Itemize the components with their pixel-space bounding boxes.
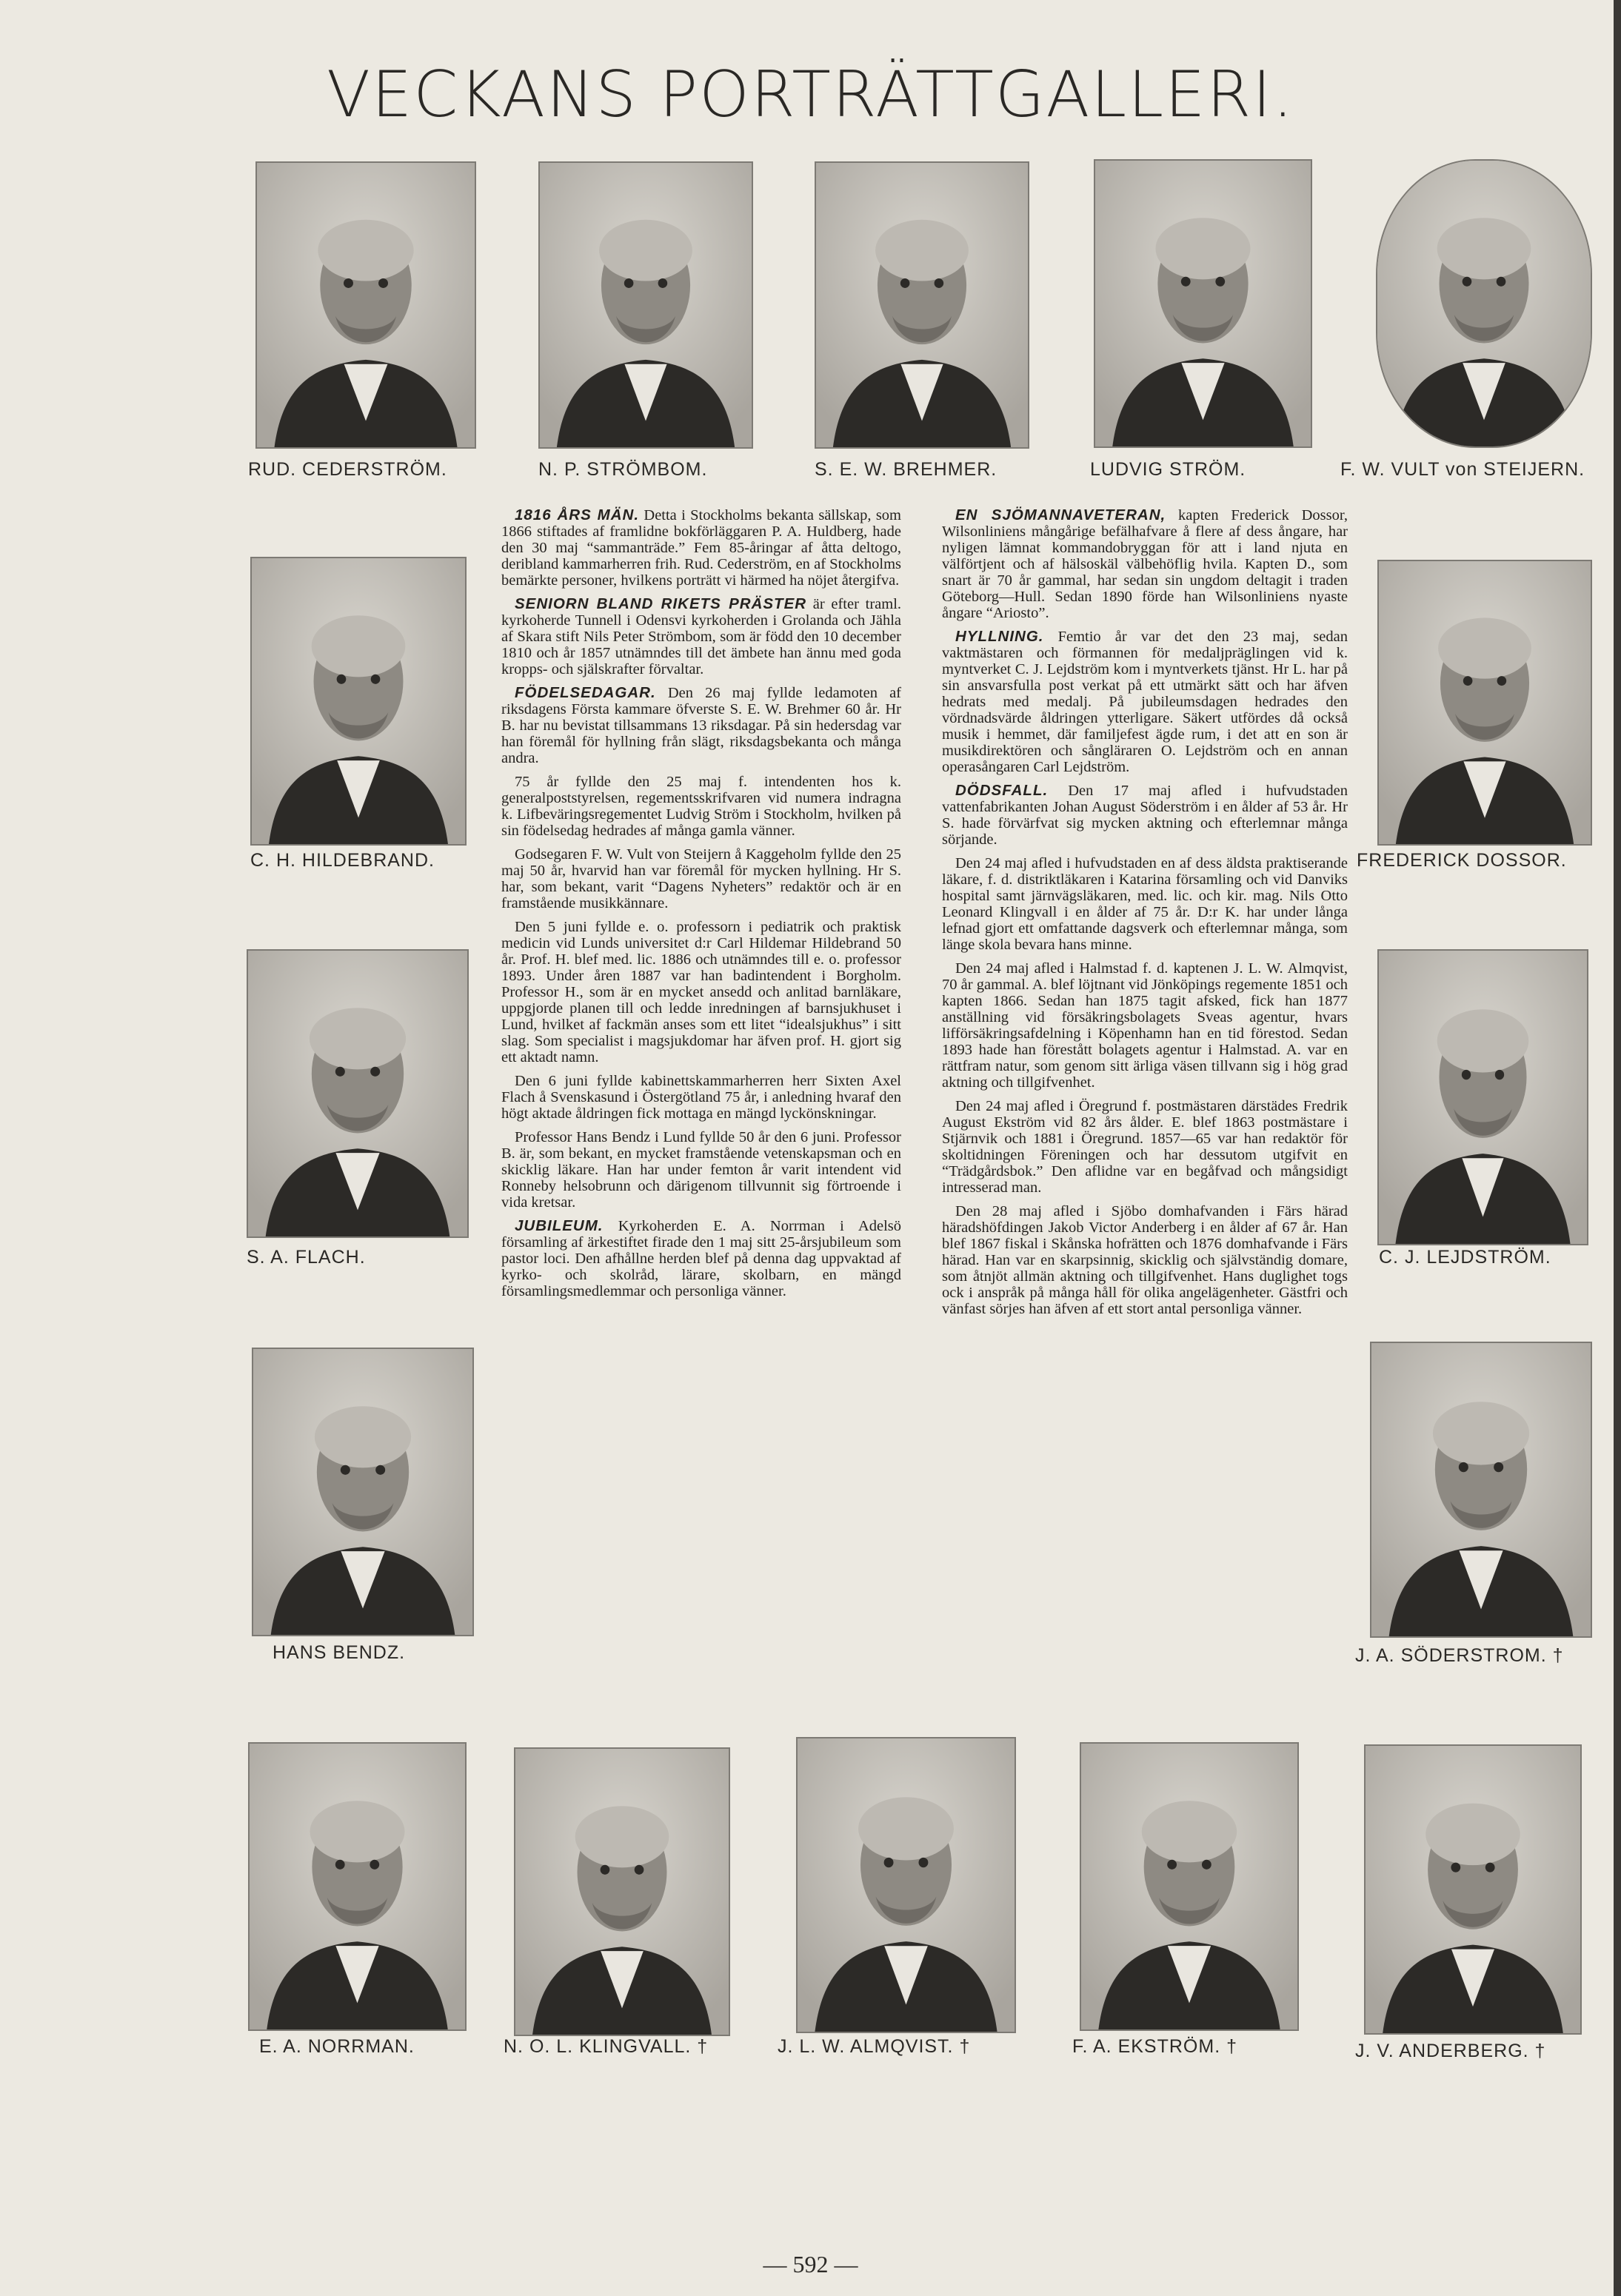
paragraph-heading: JUBILEUM. [515, 1217, 604, 1234]
portrait-f-w-vult-von-steijern [1376, 159, 1592, 448]
portrait-photo-icon [252, 558, 465, 844]
caption-rud-cederström: RUD. CEDERSTRÖM. [248, 459, 447, 480]
paragraph-text: 75 år fyllde den 25 maj f. intendenten hos k. generalpoststyrelsen, regementsskrifvaren vid numera indragna k. Lifbeväringsregementet Ludvig Ström i Stockholm, hvilken på sin födelsedag hedrades af många gamla vänner. [501, 774, 901, 839]
portrait-n-o-l-klingvall [514, 1747, 730, 2036]
paragraph-heading: EN SJÖMANNAVETERAN, [955, 506, 1166, 523]
paragraph-text: Den 24 maj afled i hufvudstaden en af dess äldsta praktiserande läkare, f. d. distriktläkaren i Katarina församling och vid Danviks hospital samt järnvägsläkaren, med. lic. och kir. mag. Nils Otto Leonard Klingvall i en ålder af 75 år. D:r K. har under långa lefnad gjort ett omfattande dagsverk och efterlemnar många, som länge skola bevara hans minne. [942, 855, 1348, 953]
caption-s-a-flach: S. A. FLACH. [247, 1247, 366, 1268]
paragraph-heading: DÖDSFALL. [955, 782, 1049, 799]
caption-hans-bendz: HANS BENDZ. [273, 1642, 406, 1663]
portrait-photo-icon [1379, 561, 1591, 844]
paragraph-text: Femtio år var det den 23 maj, sedan vaktmästaren och förmannen för medaljpräglingen vid k. myntverket C. J. Lejdström kom i myntverkets tjänst. Hr L. har på sin ansvarsfulla post verkat på ett utmärkt sätt och har äfven hedrats med medalj. På jubileumsdagen hedrades den vördnadsvärde åldringen ytterligare. Säkert utfördes då också musik i hemmet, där familjefest ägde rum, i det att en son är musikdirektören och sångläraren O. Lejdström och en annan operasångaren Carl Lejdström. [942, 629, 1348, 775]
paragraph [942, 783, 1348, 848]
caption-j-l-w-almqvist: J. L. W. ALMQVIST. † [778, 2036, 971, 2057]
caption-c-h-hildebrand: C. H. HILDEBRAND. [250, 850, 435, 871]
portrait-c-h-hildebrand [250, 557, 467, 846]
caption-n-o-l-klingvall: N. O. L. KLINGVALL. † [504, 2036, 709, 2057]
paragraph-text: är efter traml. kyrkoherde Tunnell i Odensvi kyrkoherden i Grolanda och Jähla af Skara stift Nils Peter Strömbom, som är född den 10 december 1810 och år 1857 utnämndes till det ämbete han ännu med goda kropps- och själskrafter förvaltar. [501, 596, 902, 677]
paragraph [942, 960, 1348, 1091]
paragraph-text: Den 6 juni fyllde kabinettskammarherren herr Sixten Axel Flach å Svenskasund i Östergötland 75 år, i anledning hvaraf den högt aktade åldringen fick mottaga en mängd lyckönskningar. [501, 1073, 901, 1122]
paragraph [501, 1073, 901, 1122]
paragraph-text: Den 26 maj fyllde ledamoten af riksdagens Första kammare öfverste S. E. W. Brehmer 60 år. Hr B. har nu bevistat tillsammans 13 riksdagar. På sin hedersdag var han föremål för hyllning från slägt, riksdagsbekanta och många andra. [501, 685, 901, 766]
paragraph-text: Den 28 maj afled i Sjöbo domhafvanden i Färs härad häradshöfdingen Jakob Victor Anderberg i en ålder af 67 år. Han blef 1867 fiskal i Skånska hofrätten och 1876 domhafvande i Färs härad. Han var en skarpsinnig, skicklig och självständig domare, som åtnjöt allmän aktning och tillgifvenhet. Hans duglighet togs ock i anspråk på många håll för olika angelägenheter. Gästfri och vänfast sörjes han äfven af ett stort antal personliga vänner. [942, 1203, 1348, 1317]
caption-ludvig-ström: LUDVIG STRÖM. [1090, 459, 1246, 480]
paragraph-text: Den 5 juni fyllde e. o. professorn i pediatrik och praktisk medicin vid Lunds universitet d:r Carl Hildemar Hildebrand 50 år. Prof. H. blef med. lic. 1886 och utnämndes till e. o. professor 1893. Under åren 1887 var han badintendent i Borgholm. Professor H., som är en mycket ansedd och anlitad barnläkare, uppgjorde planen till och ledde inredningen af barnsjukhuset i Lund, hvilket af fackmän anses som ett litet “idealsjukhus” i sitt slag. Som specialist i magsjukdomar har äfven prof. H. gjort sig ett aktadt namn. [501, 919, 901, 1065]
paragraph [942, 629, 1348, 775]
caption-e-a-norrman: E. A. NORRMAN. [259, 2036, 415, 2057]
page-edge [1614, 0, 1621, 2296]
portrait-rud-cederström [255, 161, 476, 449]
page-title: VECKANS PORTRÄTTGALLERI. [327, 58, 1294, 132]
portrait-photo-icon [248, 951, 467, 1236]
caption-frederick-dossor: FREDERICK DOSSOR. [1357, 850, 1567, 871]
portrait-photo-icon [540, 163, 752, 447]
portrait-e-a-norrman [248, 1742, 467, 2031]
portrait-j-v-anderberg [1364, 1744, 1582, 2035]
paragraph-heading: 1816 ÅRS MÄN. [515, 506, 640, 523]
paragraph-text: Godsegaren F. W. Vult von Steijern å Kaggeholm fyllde den 25 maj 50 år, hvarvid han var föremål för mycken hyllning. Hr S. har, som bekant, varit “Dagens Nyheters” redaktör och är en framstående musikkännare. [501, 846, 901, 911]
portrait-c-j-lejdström [1377, 949, 1588, 1245]
paragraph [501, 596, 901, 677]
portrait-j-a-söderstrom [1370, 1342, 1592, 1638]
paragraph-text: Professor Hans Bendz i Lund fyllde 50 år den 6 juni. Professor B. är, som bekant, en mycket framstående vetenskapsman och en skicklig läkare. Han har under femton år varit intendent vid Ronneby helsobrunn och därigenom tillvunnit sig förtroende i vida kretsar. [501, 1129, 901, 1211]
paragraph-heading: FÖDELSEDAGAR. [515, 684, 656, 701]
caption-c-j-lejdström: C. J. LEJDSTRÖM. [1379, 1247, 1551, 1268]
caption-j-a-söderstrom: J. A. SÖDERSTROM. † [1355, 1645, 1564, 1666]
portrait-photo-icon [253, 1349, 472, 1635]
portrait-ludvig-ström [1094, 159, 1312, 448]
caption-n-p-strömbom: N. P. STRÖMBOM. [538, 459, 708, 480]
paragraph-text: Kyrkoherden E. A. Norrman i Adelsö församling af ärkestiftet firade den 1 maj sitt 25-årsjubileum som pastor loci. Den afhållne herden blef på denna dag uppvaktad af kyrko- och skolråd, lärare, skolbarn, en mängd församlingsmedlemmar och personliga vänner. [501, 1218, 902, 1299]
page-number: — 592 — [763, 2251, 858, 2277]
paragraph-heading: HYLLNING. [955, 628, 1044, 645]
paragraph-text: Den 17 maj afled i hufvudstaden vattenfabrikanten Johan August Söderström i en ålder af 53 år. Hr S. hade förvärfvat sig mycken aktning och efterlemnar många sörjande. [942, 783, 1348, 848]
portrait-photo-icon [816, 163, 1028, 447]
portrait-photo-icon [1377, 161, 1591, 446]
portrait-j-l-w-almqvist [796, 1737, 1016, 2033]
portrait-photo-icon [250, 1744, 465, 2029]
portrait-photo-icon [515, 1749, 729, 2035]
paragraph-heading: SENIORN BLAND RIKETS PRÄSTER [515, 595, 807, 612]
portrait-s-e-w-brehmer [815, 161, 1029, 449]
paragraph [501, 919, 901, 1065]
paragraph [501, 1218, 901, 1299]
paragraph [501, 507, 901, 589]
paragraph-text: Detta i Stockholms bekanta sällskap, som 1866 stiftades af framlidne bokförläggaren P. A. Huldberg, hade den 30 maj “sammanträde.” Fem 85-åringar af åtta deltogo, deribland kammarherren frih. Rud. Cederström, en af Stockholms bemärkte personer, hvilkens porträtt vi härmed ha nöjet återgifva. [501, 507, 901, 589]
paragraph [942, 1203, 1348, 1317]
portrait-photo-icon [257, 163, 475, 447]
portrait-frederick-dossor [1377, 560, 1592, 846]
paragraph-text: Den 24 maj afled i Öregrund f. postmästaren därstädes Fredrik August Ekström vid 82 års ålder. E. blef 1863 postmästare i Stjärnvik och 1881 i Öregrund. 1857—65 var han redaktör för skoltidningen Föreningen och har dessutom utgifvit en “Trädgårdsbok.” Den aflidne var en begåfvad och mångsidigt intresserad man. [942, 1098, 1348, 1196]
caption-f-w-vult-von-steijern: F. W. VULT von STEIJERN. [1340, 459, 1585, 480]
paragraph [501, 774, 901, 839]
portrait-photo-icon [798, 1738, 1015, 2032]
portrait-f-a-ekström [1080, 1742, 1299, 2031]
paragraph [501, 685, 901, 766]
paragraph [942, 507, 1348, 621]
left-text-column [501, 507, 901, 1307]
portrait-photo-icon [1095, 161, 1311, 446]
portrait-s-a-flach [247, 949, 469, 1238]
portrait-n-p-strömbom [538, 161, 753, 449]
caption-f-a-ekström: F. A. EKSTRÖM. † [1072, 2036, 1237, 2057]
right-text-column [942, 507, 1348, 1325]
paragraph-text: kapten Frederick Dossor, Wilsonliniens mångårige befälhafvare å flere af dess ångare, har nyligen lämnat kommandobryggan för att i land njuta en välförtjent och af hälsoskäl välbehöflig hvila. Kapten D., som snart är 70 år gammal, har sedan sin ungdom deltagit i traden Göteborg—Hull. Sedan 1890 förde han Wilsonliniens nyaste ångare “Ariosto”. [942, 507, 1348, 621]
portrait-photo-icon [1081, 1744, 1297, 2029]
caption-j-v-anderberg: J. V. ANDERBERG. † [1355, 2041, 1546, 2061]
caption-s-e-w-brehmer: S. E. W. BREHMER. [815, 459, 997, 480]
portrait-photo-icon [1379, 951, 1587, 1244]
portrait-photo-icon [1371, 1343, 1591, 1636]
paragraph [501, 1129, 901, 1211]
portrait-photo-icon [1366, 1746, 1580, 2033]
paragraph [942, 1098, 1348, 1196]
portrait-hans-bendz [252, 1348, 474, 1636]
paragraph-text: Den 24 maj afled i Halmstad f. d. kaptenen J. L. W. Almqvist, 70 år gammal. A. blef löjtnant vid Jönköpings regemente 1851 och kapten 1866. Sedan han 1875 tagit afsked, fick han 1877 anställning vid försäkringsbolagets Sveas agentur, hvars lifförsäkringsafdelning i Köpenhamn han en tid förestod. Sedan 1893 hade han förestått bolagets agentur i Halmstad. A. var en rättfram natur, som genom sitt ärliga väsen tillvann sig i hög grad aktning och tillgifvenhet. [942, 960, 1348, 1091]
paragraph [942, 855, 1348, 953]
paragraph [501, 846, 901, 911]
